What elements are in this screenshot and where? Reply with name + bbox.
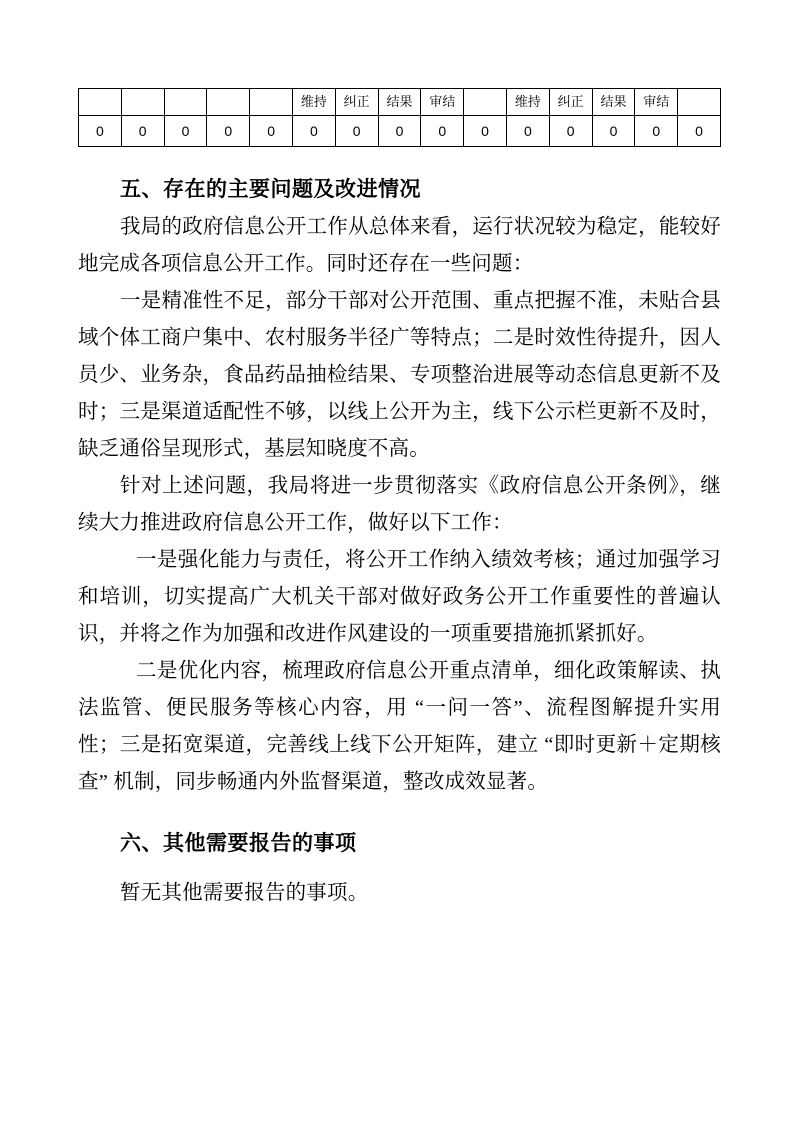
spacer xyxy=(78,863,721,875)
table-data-cell: 0 xyxy=(549,116,592,147)
table-header-cell xyxy=(250,89,293,116)
statistics-table xyxy=(78,88,721,147)
table-header-cell: 维持 xyxy=(292,89,335,116)
table-header-row xyxy=(79,89,721,116)
table-header-cell: 结果 xyxy=(378,89,421,116)
table-data-cell: 0 xyxy=(506,116,549,147)
section-heading-five: 五、存在的主要问题及改进情况 xyxy=(120,178,421,201)
table-header-cell: 审结 xyxy=(421,89,464,116)
table-data-cell: 0 xyxy=(207,116,250,147)
table-data-cell: 0 xyxy=(164,116,207,147)
table-data-cell: 0 xyxy=(464,116,507,147)
table-data-cell: 0 xyxy=(592,116,635,147)
table-header-cell xyxy=(207,89,250,116)
paragraph: 针对上述问题，我局将进一步贯彻落实《政府信息公开条例》，继续大力推进政府信息公开工作，做好以下工作： xyxy=(78,475,721,534)
section-heading-six: 六、其他需要报告的事项 xyxy=(120,832,357,855)
paragraph: 暂无其他需要报告的事项。 xyxy=(120,882,369,904)
table-data-cell: 0 xyxy=(79,116,122,147)
table-data-cell: 0 xyxy=(635,116,678,147)
table-header-cell xyxy=(464,89,507,116)
paragraph: 我局的政府信息公开工作从总体来看，运行状况较为稳定，能较好地完成各项信息公开工作。同时还存在一些问题： xyxy=(78,216,721,275)
table-header-cell xyxy=(121,89,164,116)
paragraph: 二是优化内容，梳理政府信息公开重点清单，细化政策解读、执法监管、便民服务等核心内容，用 “一问一答”、流程图解提升实用性；三是拓宽渠道，完善线上线下公开矩阵，建立 “即时更新＋定期核查” 机制，同步畅通内外监督渠道，整改成效显著。 xyxy=(78,660,721,793)
table-data-cell: 0 xyxy=(250,116,293,147)
table-header-cell xyxy=(678,89,721,116)
table-data-cell: 0 xyxy=(378,116,421,147)
table-data-cell: 0 xyxy=(121,116,164,147)
table-value-row xyxy=(79,116,721,147)
table-header-cell: 纠正 xyxy=(549,89,592,116)
table-data-cell: 0 xyxy=(335,116,378,147)
table-data-cell: 0 xyxy=(678,116,721,147)
table-header-cell xyxy=(79,89,122,116)
table-header-cell: 维持 xyxy=(506,89,549,116)
paragraph: 一是强化能力与责任，将公开工作纳入绩效考核；通过加强学习和培训，切实提高广大机关干部对做好政务公开工作重要性的普遍认识，并将之作为加强和改进作风建设的一项重要措施抓紧抓好。 xyxy=(78,549,721,645)
table-header-cell: 审结 xyxy=(635,89,678,116)
table-header-cell: 结果 xyxy=(592,89,635,116)
table-header-cell xyxy=(164,89,207,116)
table-data-cell: 0 xyxy=(292,116,335,147)
paragraph: 一是精准性不足，部分干部对公开范围、重点把握不准，未贴合县域个体工商户集中、农村服务半径广等特点；二是时效性待提升，因人员少、业务杂，食品药品抽检结果、专项整治进展等动态信息更新不及时；三是渠道适配性不够，以线上公开为主，线下公示栏更新不及时，缺乏通俗呈现形式，基层知晓度不高。 xyxy=(78,290,721,460)
table-header-cell: 纠正 xyxy=(335,89,378,116)
table-data-cell: 0 xyxy=(421,116,464,147)
